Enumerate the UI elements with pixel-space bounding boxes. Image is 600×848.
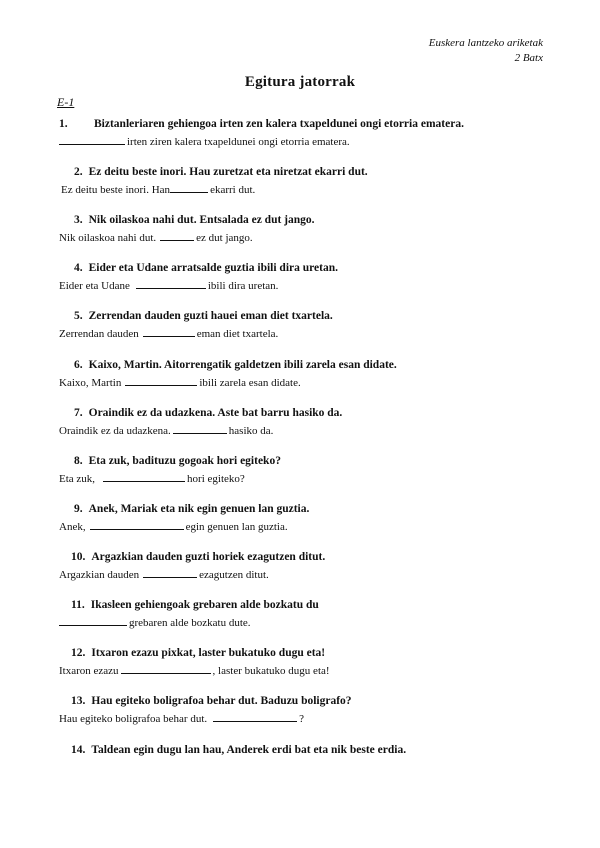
exercise-number: 14. <box>71 744 86 756</box>
answer-text-before: Hau egiteko boligrafoa behar dut. <box>59 713 208 725</box>
exercise-answer-line <box>59 230 253 244</box>
exercise-question <box>71 695 352 707</box>
exercise-question <box>74 359 397 371</box>
exercise-answer-line <box>59 711 304 725</box>
exercise-answer-line <box>59 134 350 148</box>
answer-text-before: Kaixo, Martin <box>59 377 122 389</box>
answer-blank[interactable] <box>160 230 194 241</box>
answer-blank[interactable] <box>143 326 195 337</box>
exercise-question-text: Ez deitu beste inori. Hau zuretzat eta niretzat ekarri dut. <box>88 166 368 178</box>
answer-blank[interactable] <box>170 182 208 193</box>
exercise-question <box>71 647 325 659</box>
answer-text-before: Zerrendan dauden <box>59 328 139 340</box>
exercise-number: 13. <box>71 695 86 707</box>
exercise-answer-line <box>61 182 255 196</box>
answer-blank[interactable] <box>103 471 185 482</box>
exercise-question-text: Zerrendan dauden guzti hauei eman diet txartela. <box>88 310 333 322</box>
answer-blank[interactable] <box>213 711 297 722</box>
exercise-number: 7. <box>74 407 83 419</box>
exercise-number: 4. <box>74 262 83 274</box>
answer-text-after: ekarri dut. <box>210 184 256 196</box>
answer-blank[interactable] <box>59 615 127 626</box>
answer-text-after: ibili zarela esan didate. <box>199 377 301 389</box>
exercise-question-text: Argazkian dauden guzti horiek ezagutzen ditut. <box>91 551 326 563</box>
exercise-number: 9. <box>74 503 83 515</box>
answer-text-before: Itxaron ezazu <box>59 665 119 677</box>
answer-text-after: irten ziren kalera txapeldunei ongi etorria ematera. <box>127 136 350 148</box>
exercise-question <box>74 166 368 178</box>
answer-text-after: ibili dira uretan. <box>207 280 279 292</box>
exercise-question <box>74 455 281 467</box>
exercise-answer-line <box>59 471 245 485</box>
page-title: Egitura jatorrak <box>244 74 356 90</box>
exercise-question-text: Itxaron ezazu pixkat, laster bukatuko dugu eta! <box>91 647 326 659</box>
exercise-number: 3. <box>74 214 83 226</box>
answer-text-after: hasiko da. <box>228 425 274 437</box>
answer-text-after: ezagutzen ditut. <box>199 569 269 581</box>
answer-blank[interactable] <box>136 278 206 289</box>
answer-blank[interactable] <box>143 567 197 578</box>
exercise-question-text: Anek, Mariak eta nik egin genuen lan guztia. <box>88 503 310 515</box>
header-level: 2 Batx <box>514 52 543 64</box>
exercise-question <box>71 551 325 563</box>
exercise-question-text: Oraindik ez da udazkena. Aste bat barru hasiko da. <box>88 407 343 419</box>
answer-text-after: ? <box>299 713 305 725</box>
answer-text-before: Anek, <box>59 521 86 533</box>
answer-text-after: , laster bukatuko dugu eta! <box>212 665 330 677</box>
exercise-answer-line <box>59 423 273 437</box>
answer-text-before: Eider eta Udane <box>59 280 130 292</box>
answer-text-before: Nik oilaskoa nahi dut. <box>59 232 157 244</box>
exercise-question-text: Nik oilaskoa nahi dut. Entsalada ez dut jango. <box>88 214 315 226</box>
exercise-question-text: Taldean egin dugu lan hau, Anderek erdi bat eta nik beste erdia. <box>91 744 407 756</box>
exercise-number: 6. <box>74 359 83 371</box>
exercise-question-text: Kaixo, Martin. Aitorrengatik galdetzen ibili zarela esan didate. <box>88 359 397 371</box>
answer-text-before: Oraindik ez da udazkena. <box>59 425 171 437</box>
exercise-question <box>59 118 464 130</box>
answer-text-after: grebaren alde bozkatu dute. <box>129 617 251 629</box>
exercise-number: 12. <box>71 647 86 659</box>
exercise-number: 1. <box>59 118 68 130</box>
answer-text-after: eman diet txartela. <box>196 328 279 340</box>
header-course: Euskera lantzeko ariketak <box>428 37 543 49</box>
answer-blank[interactable] <box>59 134 125 145</box>
answer-text-after: egin genuen lan guztia. <box>185 521 288 533</box>
exercise-question <box>74 214 315 226</box>
section-label: E-1 <box>57 95 75 109</box>
answer-blank[interactable] <box>90 519 184 530</box>
exercise-question-text: Biztanleriaren gehiengoa irten zen kalera txapeldunei ongi etorria ematera. <box>94 118 464 130</box>
exercise-number: 10. <box>71 551 86 563</box>
answer-text-before: Argazkian dauden <box>59 569 140 581</box>
exercise-answer-line <box>59 375 301 389</box>
exercise-answer-line <box>59 519 288 533</box>
exercise-answer-line <box>59 278 278 292</box>
answer-blank[interactable] <box>125 375 197 386</box>
answer-text-before: Eta zuk, <box>59 473 96 485</box>
exercise-number: 8. <box>74 455 83 467</box>
answer-text-after: ez dut jango. <box>196 232 253 244</box>
exercise-number: 2. <box>74 166 83 178</box>
exercise-question <box>74 407 342 419</box>
answer-blank[interactable] <box>121 663 211 674</box>
exercise-question <box>74 310 333 322</box>
exercise-question <box>71 599 319 611</box>
exercise-question-text: Ikasleen gehiengoak grebaren alde bozkatu du <box>90 599 319 611</box>
exercise-answer-line <box>59 326 278 340</box>
exercise-question-text: Hau egiteko boligrafoa behar dut. Baduzu boligrafo? <box>91 695 352 707</box>
exercise-question <box>71 744 406 756</box>
exercise-answer-line <box>59 567 269 581</box>
answer-text-before: Ez deitu beste inori. Han <box>61 184 171 196</box>
answer-text-after: hori egiteko? <box>187 473 245 485</box>
answer-blank[interactable] <box>173 423 227 434</box>
exercise-answer-line <box>59 615 251 629</box>
exercise-question-text: Eta zuk, badituzu gogoak hori egiteko? <box>88 455 281 467</box>
exercise-question <box>74 262 338 274</box>
exercise-question-text: Eider eta Udane arratsalde guztia ibili dira uretan. <box>88 262 338 274</box>
exercise-number: 5. <box>74 310 83 322</box>
exercise-question <box>74 503 309 515</box>
exercise-answer-line <box>59 663 330 677</box>
exercise-number: 11. <box>71 599 85 611</box>
header <box>429 36 543 66</box>
